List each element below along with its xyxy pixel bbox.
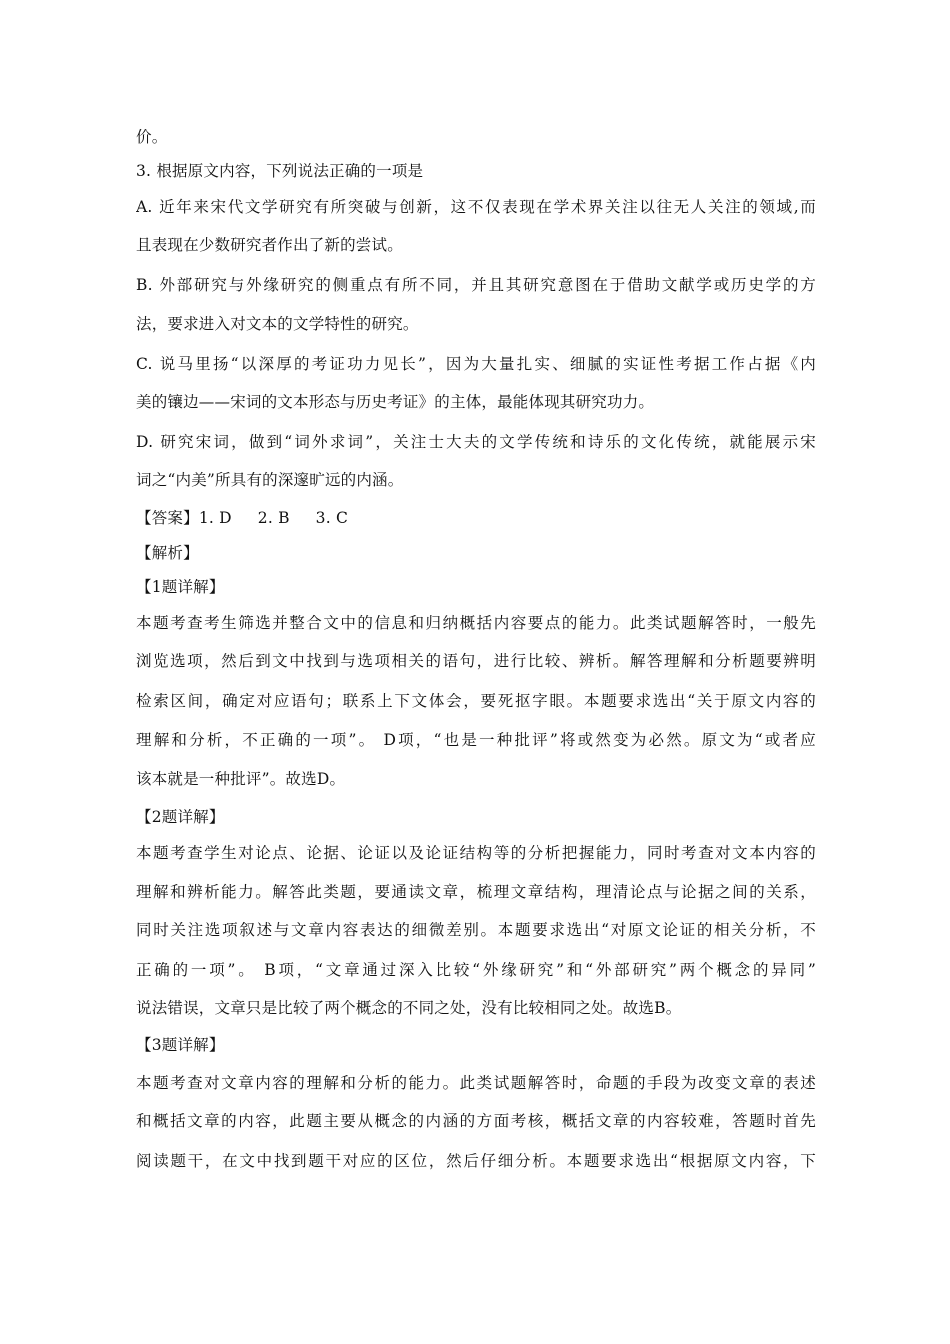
option-c-line-2: 美的镶边——宋词的文本形态与历史考证》的主体，最能体现其研究功力。 (136, 393, 655, 411)
option-d-line-2: 词之“内美”所具有的深邃旷远的内涵。 (136, 471, 404, 489)
option-a-line-2: 且表现在少数研究者作出了新的尝试。 (136, 236, 403, 254)
section-1-line: 本题考查考生筛选并整合文中的信息和归纳概括内容要点的能力。此类试题解答时，一般先 (136, 614, 816, 632)
section-3-line: 阅读题干，在文中找到题干对应的区位，然后仔细分析。本题要求选出“根据原文内容，下 (136, 1152, 816, 1170)
question-3-stem: 3. 根据原文内容，下列说法正确的一项是 (136, 162, 424, 180)
section-1-line: 检索区间，确定对应语句；联系上下文体会，要死抠字眼。本题要求选出“关于原文内容的 (136, 692, 816, 710)
section-3-line: 和概括文章的内容，此题主要从概念的内涵的方面考核，概括文章的内容较难，答题时首先 (136, 1112, 816, 1130)
answer-label: 【答案】 (136, 509, 199, 527)
option-c-line-1: C. 说马里扬“以深厚的考证功力见长”，因为大量扎实、细腻的实证性考据工作占据《内 (136, 355, 816, 373)
option-a-line-1: A. 近年来宋代文学研究有所突破与创新，这不仅表现在学术界关注以往无人关注的领域,而 (136, 198, 816, 216)
section-1-heading: 【1题详解】 (136, 578, 225, 596)
section-1-line: 理解和分析，不正确的一项”。 D项，“也是一种批评”将或然变为必然。原文为“或者应 (136, 731, 816, 749)
section-2-line: 说法错误，文章只是比较了两个概念的不同之处，没有比较相同之处。故选B。 (136, 999, 682, 1017)
section-1-line: 该本就是一种批评”。故选D。 (136, 770, 346, 788)
section-2-line: 理解和辨析能力。解答此类题，要通读文章，梳理文章结构，理清论点与论据之间的关系， (136, 883, 816, 901)
section-2-line: 正确的一项”。 B项，“文章通过深入比较“外缘研究”和“外部研究”两个概念的异同” (136, 961, 816, 979)
option-b-line-2: 法，要求进入对文本的文学特性的研究。 (136, 315, 419, 333)
answer-item: 2. B (257, 509, 290, 527)
section-3-heading: 【3题详解】 (136, 1036, 225, 1054)
option-b-line-1: B. 外部研究与外缘研究的侧重点有所不同，并且其研究意图在于借助文献学或历史学的方 (136, 276, 816, 294)
section-1-line: 浏览选项，然后到文中找到与选项相关的语句，进行比较、辨析。解答理解和分析题要辨明 (136, 652, 816, 670)
answer-line (136, 507, 816, 529)
section-2-line: 同时关注选项叙述与文章内容表达的细微差别。本题要求选出“对原文论证的相关分析，不 (136, 921, 816, 939)
section-3-line: 本题考查对文章内容的理解和分析的能力。此类试题解答时，命题的手段为改变文章的表述 (136, 1074, 816, 1092)
section-2-line: 本题考查学生对论点、论据、论证以及论证结构等的分析把握能力，同时考查对文本内容的 (136, 844, 816, 862)
answer-item: 1. D (198, 509, 232, 527)
analysis-heading: 【解析】 (136, 544, 199, 562)
option-d-line-1: D. 研究宋词，做到“词外求词”，关注士大夫的文学传统和诗乐的文化传统，就能展示宋 (136, 433, 816, 451)
text-line: 价。 (136, 128, 168, 146)
section-2-heading: 【2题详解】 (136, 808, 225, 826)
answer-item: 3. C (315, 509, 349, 527)
